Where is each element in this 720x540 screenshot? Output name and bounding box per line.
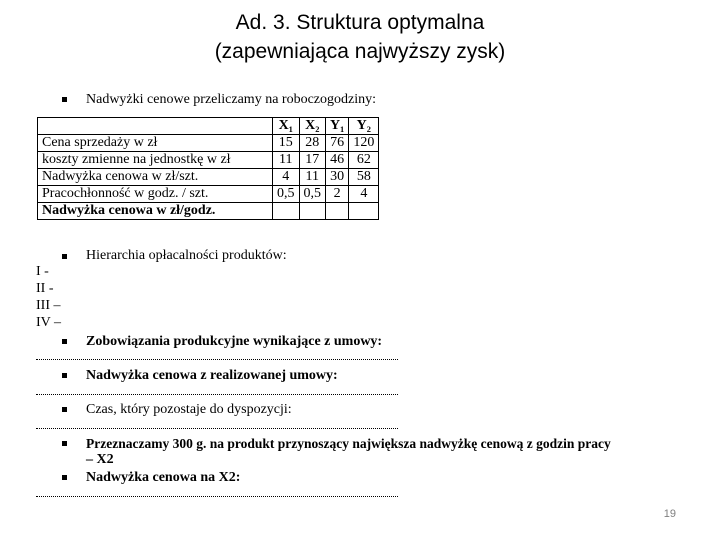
table-header-x1: X₁: [273, 118, 300, 135]
bullet-icon: [62, 441, 67, 446]
dotted-answer-line: [36, 428, 398, 429]
table-cell: 120: [349, 135, 379, 152]
row-label-price: Cena sprzedaży w zł: [38, 135, 273, 152]
price-surplus-table: [37, 117, 379, 220]
rank-3: III –: [36, 298, 61, 313]
table-cell: 4: [273, 169, 300, 186]
row-label-variable-cost: koszty zmienne na jednostkę w zł: [38, 152, 273, 169]
table-cell: 17: [299, 152, 326, 169]
table-row: [38, 169, 379, 186]
rank-1: I -: [36, 264, 49, 279]
table-row: [38, 135, 379, 152]
table-row: [38, 152, 379, 169]
row-label-surplus-per-hour: Nadwyżka cenowa w zł/godz.: [38, 203, 273, 220]
table-cell: 15: [273, 135, 300, 152]
bullet-icon: [62, 97, 67, 102]
surplus-x2-text: Nadwyżka cenowa na X2:: [86, 470, 241, 485]
table-cell: 46: [326, 152, 349, 169]
rank-4: IV –: [36, 315, 62, 330]
table-cell: [349, 203, 379, 220]
table-cell: 28: [299, 135, 326, 152]
bullet-icon: [62, 254, 67, 259]
table-cell: [326, 203, 349, 220]
intro-text: Nadwyżki cenowe przeliczamy na roboczogodziny:: [86, 92, 376, 107]
table-header-y1: Y₁: [326, 118, 349, 135]
page-number: 19: [663, 508, 676, 520]
table-cell: [273, 203, 300, 220]
table-cell: 0,5: [273, 186, 300, 203]
table-cell: 58: [349, 169, 379, 186]
table-cell: [299, 203, 326, 220]
dotted-answer-line: [36, 359, 398, 360]
slide-title-line-2: (zapewniająca najwyższy zysk): [214, 40, 506, 63]
bullet-icon: [62, 475, 67, 480]
obligations-text: Zobowiązania produkcyjne wynikające z umowy:: [86, 334, 383, 349]
table-row: [38, 203, 379, 220]
allocation-text-line-2: – X2: [86, 452, 114, 467]
dotted-answer-line: [36, 394, 398, 395]
bullet-icon: [62, 373, 67, 378]
dotted-answer-line: [36, 496, 398, 497]
time-left-text: Czas, który pozostaje do dyspozycji:: [86, 402, 292, 417]
table-header-empty: [38, 118, 273, 135]
slide-title-line-1: Ad. 3. Struktura optymalna: [235, 11, 485, 34]
row-label-labor: Pracochłonność w godz. / szt.: [38, 186, 273, 203]
table-cell: 4: [349, 186, 379, 203]
table-cell: 11: [273, 152, 300, 169]
table-row: [38, 186, 379, 203]
table-cell: 76: [326, 135, 349, 152]
table-header-row: [38, 118, 379, 135]
table-cell: 2: [326, 186, 349, 203]
surplus-contract-text: Nadwyżka cenowa z realizowanej umowy:: [86, 368, 338, 383]
table-header-y2: Y₂: [349, 118, 379, 135]
allocation-text-line-1: Przeznaczamy 300 g. na produkt przynoszący największa nadwyżkę cenową z godzin pracy: [86, 436, 611, 451]
rank-2: II -: [36, 281, 54, 296]
table-cell: 30: [326, 169, 349, 186]
table-header-x2: X₂: [299, 118, 326, 135]
row-label-surplus-per-unit: Nadwyżka cenowa w zł/szt.: [38, 169, 273, 186]
bullet-icon: [62, 407, 67, 412]
table-cell: 11: [299, 169, 326, 186]
hierarchy-heading: Hierarchia opłacalności produktów:: [86, 248, 287, 263]
bullet-icon: [62, 339, 67, 344]
table-cell: 62: [349, 152, 379, 169]
slide-title: [0, 8, 720, 66]
table-cell: 0,5: [299, 186, 326, 203]
